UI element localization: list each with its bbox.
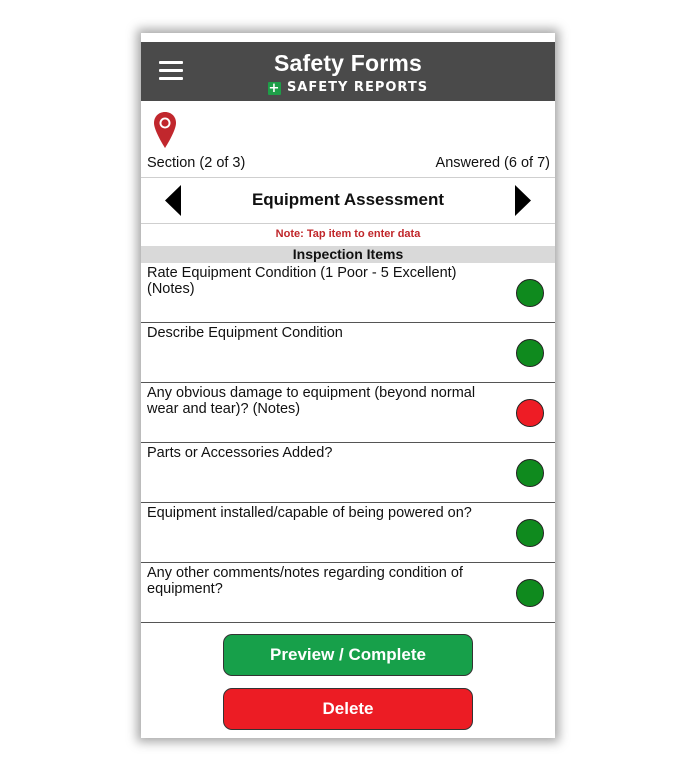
item-label: Describe Equipment Condition — [147, 325, 343, 341]
section-title: Equipment Assessment — [251, 190, 445, 209]
preview-complete-button[interactable]: Preview / Complete — [223, 634, 473, 676]
answered-counter: Answered (6 of 7) — [435, 155, 550, 171]
section-counter: Section (2 of 3) — [147, 155, 246, 171]
list-item[interactable] — [141, 323, 555, 383]
brand-text: SAFETY REPORTS — [286, 80, 429, 95]
item-label: Any obvious damage to equipment (beyond normal wear and tear)? (Notes) — [147, 385, 476, 417]
app-title: Safety Forms — [273, 50, 423, 76]
status-indicator-icon — [516, 519, 544, 547]
list-item[interactable] — [141, 263, 555, 323]
app-header — [141, 42, 555, 101]
list-header: Inspection Items — [141, 246, 555, 263]
status-indicator-icon — [516, 279, 544, 307]
section-navigator — [141, 177, 555, 224]
brand-logo — [141, 80, 555, 95]
list-item[interactable] — [141, 383, 555, 443]
item-label: Any other comments/notes regarding condition of equipment? — [147, 565, 463, 597]
status-indicator-icon — [516, 459, 544, 487]
instruction-note: Note: Tap item to enter data — [275, 228, 421, 240]
status-indicator-icon — [516, 399, 544, 427]
list-item[interactable] — [141, 563, 555, 623]
delete-button[interactable]: Delete — [223, 688, 473, 730]
status-bar — [141, 33, 555, 42]
list-item[interactable] — [141, 503, 555, 563]
next-section-arrow-icon[interactable] — [515, 185, 531, 216]
status-indicator-icon — [516, 579, 544, 607]
item-label: Parts or Accessories Added? — [147, 445, 333, 461]
item-label: Rate Equipment Condition (1 Poor - 5 Excellent) (Notes) — [147, 265, 457, 297]
phone-screen — [141, 33, 555, 738]
list-item[interactable] — [141, 443, 555, 503]
location-pin-icon[interactable] — [153, 111, 177, 149]
status-indicator-icon — [516, 339, 544, 367]
item-label: Equipment installed/capable of being powered on? — [147, 505, 472, 521]
inspection-items-list — [141, 263, 555, 623]
plus-cross-icon: + — [268, 81, 281, 96]
